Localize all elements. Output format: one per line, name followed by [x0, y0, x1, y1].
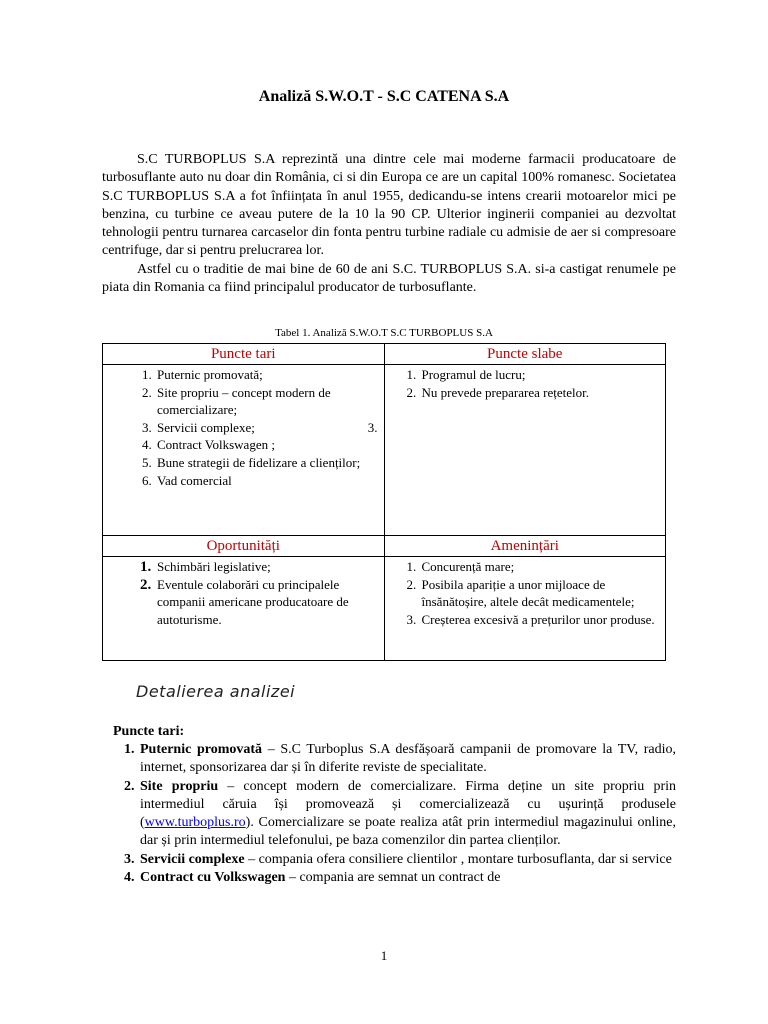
strengths-cell	[103, 365, 385, 536]
list-item: 3. Servicii complexe;	[155, 419, 374, 437]
stray-list-marker: 3.	[367, 420, 378, 435]
strengths-list	[103, 366, 384, 489]
opportunities-header: Oportunități	[103, 536, 385, 557]
opportunities-cell	[103, 557, 385, 661]
list-item: 6. Vad comercial	[155, 472, 374, 490]
intro-paragraph-1: S.C TURBOPLUS S.A reprezintă una dintre cele mai moderne farmacii producatoare de turbosuflante auto nu doar din România, ci si din Europa ce are un capital 100% romanesc. Societatea S.C TURBOPLUS S.A a fot înființata în anul 1955, dedicandu-se intens crearii motoarelor mici pe benzina, cu turbine ce aveau putere de la 10 la 90 CP. Ulterior inginerii companiei au dezvoltat tehnologii pentru turnarea carcaselor din fonta pentru turbine radiale cu admisie de aer si compresoare centrifuge, dar si pentru prelucrarea lor.	[102, 152, 676, 259]
weaknesses-header: Puncte slabe	[384, 344, 666, 365]
page-number: 1	[380, 948, 388, 963]
section-heading: Puncte tari:	[113, 724, 185, 739]
detail-text: – compania ofera consiliere clientilor , montare turbosuflanta, dar si service	[244, 851, 672, 867]
detail-text: ). Comercializare se poate realiza atât prin intermediul magazinului online, dar și prin intermediul telefonului, pe baza comenzilor din partea clienților.	[140, 815, 676, 849]
weaknesses-cell	[384, 365, 666, 536]
intro-paragraph-2: Astfel cu o traditie de mai bine de 60 de ani S.C. TURBOPLUS S.A. si-a castigat renumele pe piata din Romania ca fiind principalul producator de turbosuflante.	[102, 261, 676, 296]
list-item: 1. Puternic promovată;	[155, 366, 374, 384]
swot-table	[102, 343, 666, 661]
detail-term: Puternic promovată	[140, 742, 263, 757]
list-item: 4. Contract Volkswagen ;	[155, 436, 374, 454]
strengths-header: Puncte tari	[103, 344, 385, 365]
detail-term: Contract cu Volkswagen	[140, 870, 286, 886]
details-list	[102, 741, 676, 887]
list-item: 2. Posibila apariție a unor mijloace de însănătoșire, altele decât medicamentele;	[420, 576, 656, 611]
detail-item	[138, 869, 676, 887]
list-item: 1. Concurență mare;	[420, 558, 656, 576]
table-caption: Tabel 1. Analiză S.W.O.T S.C TURBOPLUS S.A	[275, 327, 493, 339]
website-link[interactable]: www.turboplus.ro	[144, 815, 246, 831]
page-title: Analiză S.W.O.T - S.C CATENA S.A	[258, 88, 510, 105]
threats-header: Amenințări	[384, 536, 666, 557]
detail-term: Servicii complexe	[140, 851, 245, 867]
detail-text: – compania are semnat un contract de	[285, 870, 501, 886]
threats-cell	[384, 557, 666, 661]
list-item: 2. Site propriu – concept modern de comercializare;	[155, 384, 374, 419]
detail-item	[138, 778, 676, 851]
details-title: Detalierea analizei	[136, 682, 296, 701]
threats-list	[385, 558, 666, 628]
list-item: 2. Eventule colaborări cu principalele companii americane producatoare de autoturisme.	[155, 576, 374, 629]
list-item: 3. Creșterea excesivă a prețurilor unor produse.	[420, 611, 656, 629]
detail-term: Site propriu	[140, 778, 219, 794]
list-item: 1. Programul de lucru;	[420, 366, 656, 384]
detail-item	[138, 851, 676, 869]
opportunities-list	[103, 558, 384, 628]
list-item: 1. Schimbări legislative;	[155, 558, 374, 576]
weaknesses-list	[385, 366, 666, 401]
list-item: 5. Bune strategii de fidelizare a clienților;	[155, 454, 374, 472]
list-item: 2. Nu prevede prepararea rețetelor.	[420, 384, 656, 402]
detail-text: – S.C Turboplus S.A desfășoară campanii de promovare la TV, radio, internet, sponsorizarea dar și în diferite reviste de specialitate.	[140, 742, 676, 776]
intro-text	[102, 151, 676, 297]
detail-item	[138, 741, 676, 778]
detail-text: – concept modern de comercializare. Firma deține un site propriu prin intermediul căruia își promovează și comercializează cu ușurință produsele (	[140, 778, 676, 831]
